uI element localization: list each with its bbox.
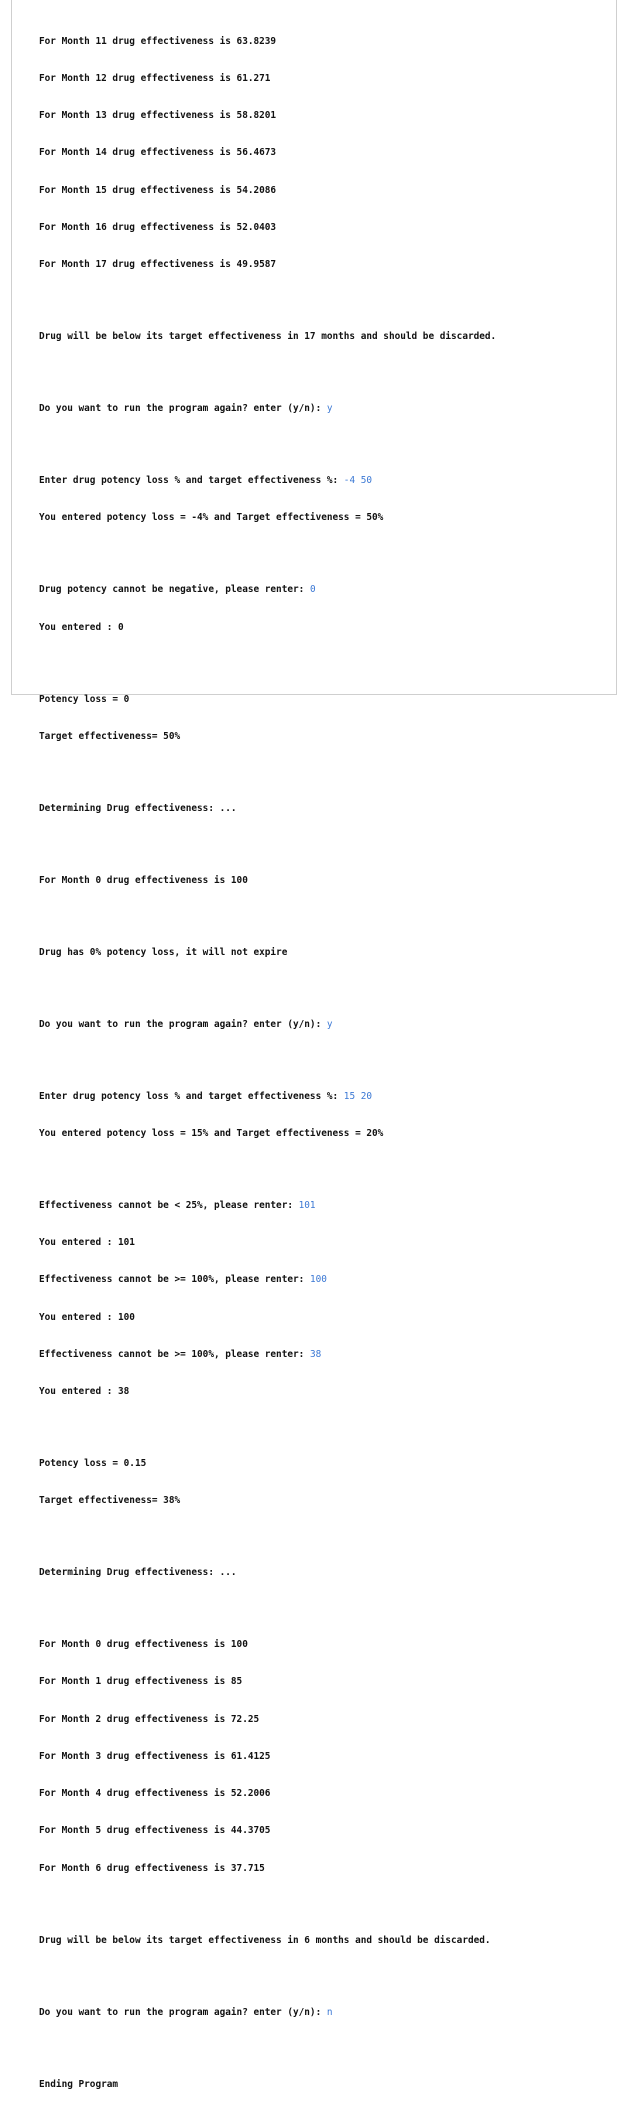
output-line: Determining Drug effectiveness: ...: [39, 1567, 237, 1579]
output-line: For Month 17 drug effectiveness is 49.9587: [39, 259, 277, 271]
enter-values-prompt: [39, 1091, 609, 1103]
user-input: 15 20: [343, 1090, 373, 1102]
prompt-text: Effectiveness cannot be >= 100%, please renter:: [39, 1348, 310, 1360]
prompt-text: Do you want to run the program again? enter (y/n):: [39, 403, 327, 415]
prompt-text: Do you want to run the program again? enter (y/n):: [39, 2006, 327, 2018]
prompt-text: Do you want to run the program again? enter (y/n):: [39, 1018, 327, 1030]
user-input: 100: [309, 1274, 327, 1286]
output-line: Target effectiveness= 38%: [39, 1495, 181, 1507]
output-line: For Month 12 drug effectiveness is 61.271: [39, 73, 271, 85]
output-line: Potency loss = 0.15: [39, 1458, 147, 1470]
output-line: For Month 2 drug effectiveness is 72.25: [39, 1713, 260, 1725]
output-line: For Month 1 drug effectiveness is 85: [39, 1676, 243, 1688]
output-line: For Month 4 drug effectiveness is 52.2006: [39, 1788, 271, 1800]
output-line: For Month 16 drug effectiveness is 52.0403: [39, 221, 277, 233]
output-line: For Month 3 drug effectiveness is 61.4125: [39, 1750, 271, 1762]
console-output: [39, 11, 609, 2103]
error-prompt: [39, 1349, 609, 1361]
output-line: You entered : 101: [39, 1237, 135, 1249]
prompt-text: Effectiveness cannot be < 25%, please renter:: [39, 1200, 299, 1212]
run-again-prompt: [39, 1019, 609, 1031]
output-line: For Month 11 drug effectiveness is 63.8239: [39, 35, 277, 47]
user-input: y: [326, 1018, 333, 1030]
user-input: -4 50: [343, 475, 373, 487]
prompt-text: Enter drug potency loss % and target effectiveness %:: [39, 1090, 344, 1102]
output-line: Potency loss = 0: [39, 693, 130, 705]
user-input: y: [326, 403, 333, 415]
discard-message: Drug will be below its target effectiveness in 17 months and should be discarded.: [39, 331, 497, 343]
output-line: You entered : 38: [39, 1386, 130, 1398]
run-again-prompt: [39, 2007, 609, 2019]
user-input: n: [326, 2006, 333, 2018]
enter-values-prompt: [39, 475, 609, 487]
run-again-prompt: [39, 403, 609, 415]
output-line: For Month 0 drug effectiveness is 100: [39, 1639, 248, 1651]
prompt-text: Drug potency cannot be negative, please renter:: [39, 584, 310, 596]
output-line: You entered potency loss = 15% and Target effectiveness = 20%: [39, 1128, 384, 1139]
ending-message: Ending Program: [39, 2078, 119, 2090]
error-prompt: [39, 1200, 609, 1212]
user-input: 0: [309, 584, 316, 596]
output-line: Determining Drug effectiveness: ...: [39, 802, 237, 814]
output-line: For Month 13 drug effectiveness is 58.8201: [39, 110, 277, 122]
error-prompt: [39, 1274, 609, 1286]
error-prompt: [39, 584, 609, 596]
user-input: 38: [309, 1348, 322, 1360]
output-line: You entered : 100: [39, 1311, 135, 1323]
output-line: For Month 0 drug effectiveness is 100: [39, 874, 248, 886]
discard-message: Drug will be below its target effectiveness in 6 months and should be discarded.: [39, 1934, 491, 1946]
output-line: For Month 6 drug effectiveness is 37.715: [39, 1862, 265, 1874]
user-input: 101: [298, 1200, 316, 1212]
output-line: Drug has 0% potency loss, it will not expire: [39, 946, 288, 958]
output-line: For Month 15 drug effectiveness is 54.2086: [39, 184, 277, 196]
output-line: For Month 5 drug effectiveness is 44.3705: [39, 1825, 271, 1837]
output-line: For Month 14 drug effectiveness is 56.4673: [39, 147, 277, 159]
output-line: You entered potency loss = -4% and Target effectiveness = 50%: [39, 512, 384, 524]
output-line: Target effectiveness= 50%: [39, 730, 181, 742]
prompt-text: Effectiveness cannot be >= 100%, please renter:: [39, 1274, 310, 1286]
prompt-text: Enter drug potency loss % and target effectiveness %:: [39, 475, 344, 487]
output-line: You entered : 0: [39, 621, 124, 633]
